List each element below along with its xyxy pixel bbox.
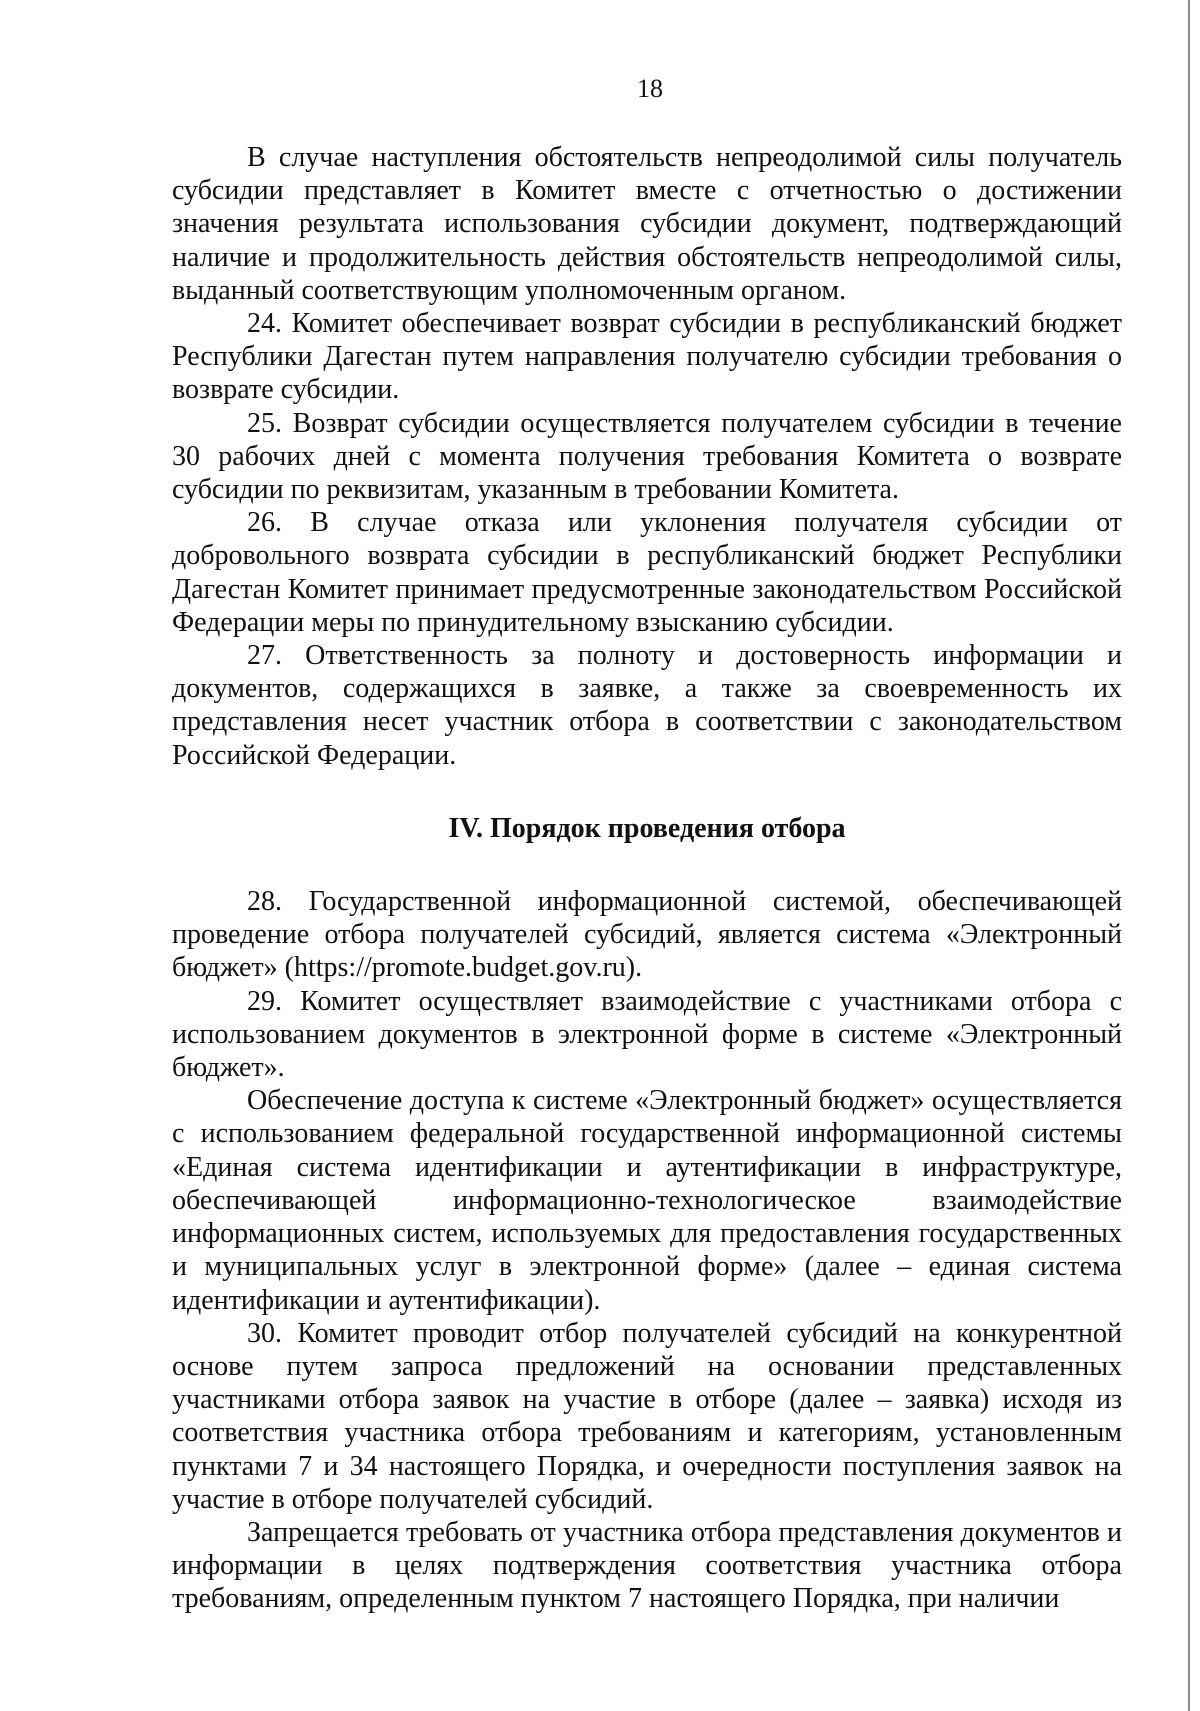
paragraph-prohibition: Запрещается требовать от участника отбора представления документов и информации в целях подтверждения соответствия участника отбора требованиям, определенным пунктом 7 настоящего Порядка, при наличии (172, 1516, 1122, 1615)
section-heading: IV. Порядок проведения отбора (448, 812, 846, 844)
paragraph-27: 27. Ответственность за полноту и достоверность информации и документов, содержащихся в заявке, а также за своевременность их представления несет участник отбора в соответствии с законодательством Российской Федерации. (172, 640, 1122, 771)
paragraph-29: 29. Комитет осуществляет взаимодействие с участниками отбора с использованием документов в электронной форме в системе «Электронный бюджет». (172, 985, 1122, 1084)
paragraph-26: 26. В случае отказа или уклонения получателя субсидии от добровольного возврата субсидии в республиканский бюджет Республики Дагестан Комитет принимает предусмотренные законодательством Российской Федерации меры по принудительному взысканию субсидии. (172, 507, 1122, 638)
paragraph-force-majeure: В случае наступления обстоятельств непреодолимой силы получатель субсидии представляет в Комитет вместе с отчетностью о достижении значения результата использования субсидии документ, подтверждающий наличие и продолжительность действия обстоятельств непреодолимой силы, выданный соответствующим уполномоченным органом. (172, 142, 1122, 306)
page-number: 18 (637, 74, 663, 103)
page-edge-line (1188, 0, 1190, 1711)
paragraph-30: 30. Комитет проводит отбор получателей субсидий на конкурентной основе путем запроса предложений на основании представленных участниками отбора заявок на участие в отборе (далее – заявка) исходя из соответствия участника отбора требованиям и категориям, установленным пунктами 7 и 34 настоящего Порядка, и очередности поступления заявок на участие в отборе получателей субсидий. (172, 1317, 1122, 1515)
document-body (172, 141, 1122, 1616)
paragraph-access: Обеспечение доступа к системе «Электронный бюджет» осуществляется с использованием федеральной государственной информационной системы «Единая система идентификации и аутентификации в инфраструктуре, обеспечивающей информационно-технологическое взаимодействие информационных систем, используемых для предоставления государственных и муниципальных услуг в электронной форме» (далее – единая система идентификации и аутентификации). (172, 1085, 1122, 1316)
paragraph-28: 28. Государственной информационной системой, обеспечивающей проведение отбора получателей субсидий, является система «Электронный бюджет» (https://promote.budget.gov.ru). (172, 886, 1122, 984)
paragraph-24: 24. Комитет обеспечивает возврат субсидии в республиканский бюджет Республики Дагестан путем направления получателю субсидии требования о возврате субсидии. (172, 308, 1122, 406)
paragraph-25: 25. Возврат субсидии осуществляется получателем субсидии в течение 30 рабочих дней с момента получения требования Комитета о возврате субсидии по реквизитам, указанным в требовании Комитета. (172, 407, 1122, 506)
